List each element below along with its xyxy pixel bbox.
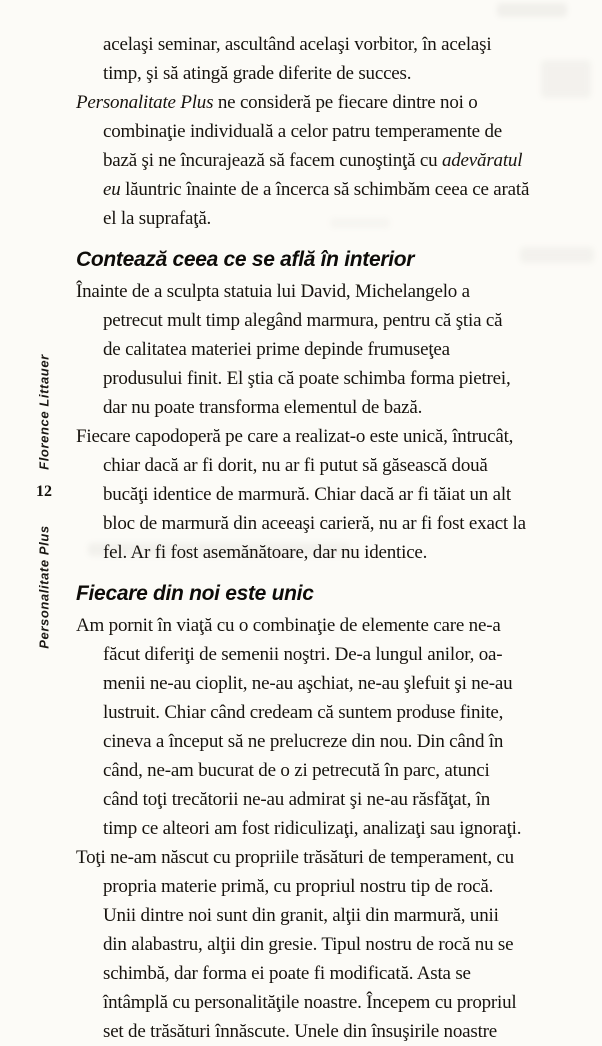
text-line: [76, 785, 596, 814]
margin-book-title-label: Personalitate Plus: [36, 525, 52, 649]
paragraph: [76, 88, 596, 233]
paragraph: [76, 277, 596, 422]
text-line: [76, 727, 596, 756]
section-heading: Contează ceea ce se află în interior: [76, 248, 415, 271]
bleed-through-artifact: [497, 3, 567, 17]
text-line: [76, 756, 596, 785]
text-line: [76, 306, 596, 335]
text-line: [76, 480, 596, 509]
text-line: [76, 393, 596, 422]
paragraph: [76, 611, 596, 843]
text-segment: petrecut mult timp alegând marmura, pentru că ştia că: [103, 310, 503, 331]
text-line: [76, 88, 596, 117]
text-line: [76, 59, 596, 88]
text-line: [76, 117, 596, 146]
text-line: [76, 451, 596, 480]
text-segment: dar nu poate transforma elementul de bază.: [103, 397, 423, 418]
text-segment: Înainte de a sculpta statuia lui David, Michelangelo a: [76, 281, 470, 302]
italic-text-segment: eu: [103, 179, 121, 200]
text-line: [76, 146, 596, 175]
text-segment: lustruit. Chiar când credeam că suntem produse finite,: [103, 702, 504, 723]
text-segment: de calitatea materiei prime depinde frumuseţea: [103, 339, 450, 360]
text-segment: schimbă, dar forma ei poate fi modificată. Asta se: [103, 963, 471, 984]
text-segment: menii ne-au cioplit, ne-au aşchiat, ne-au şlefuit şi ne-au: [103, 673, 513, 694]
text-line: [76, 277, 596, 306]
text-segment: timp ce alteori am fost ridiculizaţi, analizaţi sau ignoraţi.: [103, 818, 522, 839]
text-segment: când, ne-am bucurat de o zi petrecută în parc, atunci: [103, 760, 490, 781]
text-line: [76, 959, 596, 988]
text-line: [76, 30, 596, 59]
text-line: [76, 509, 596, 538]
text-segment: timp, şi să atingă grade diferite de succes.: [103, 63, 412, 84]
text-segment: el la suprafaţă.: [103, 208, 212, 229]
section-heading: Fiecare din noi este unic: [76, 582, 314, 605]
text-segment: întâmplă cu personalităţile noastre. Începem cu propriul: [103, 992, 517, 1013]
text-segment: din alabastru, alţii din gresie. Tipul nostru de rocă nu se: [103, 934, 514, 955]
text-line: [76, 872, 596, 901]
italic-text-segment: adevăratul: [441, 150, 523, 171]
text-line: [76, 1017, 596, 1046]
text-line: [76, 422, 596, 451]
text-line: [76, 611, 596, 640]
margin-author-label: Florence Littauer: [36, 354, 52, 470]
text-segment: bucăţi identice de marmură. Chiar dacă ar fi tăiat un alt: [103, 484, 511, 505]
text-segment: acelaşi seminar, ascultând acelaşi vorbitor, în acelaşi: [103, 34, 492, 55]
page-content: [76, 30, 596, 1046]
text-segment: Fiecare capodoperă pe care a realizat-o este unică, întrucât,: [76, 426, 514, 447]
text-line: [76, 901, 596, 930]
text-line: [76, 698, 596, 727]
text-line: [76, 669, 596, 698]
text-segment: combinaţie individuală a celor patru temperamente de: [103, 121, 502, 142]
text-line: [76, 538, 596, 567]
text-segment: Am pornit în viaţă cu o combinaţie de elemente care ne-a: [76, 615, 501, 636]
page-number: 12: [36, 483, 52, 500]
text-segment: chiar dacă ar fi dorit, nu ar fi putut să găsească două: [103, 455, 488, 476]
text-line: [76, 175, 596, 204]
text-line: [76, 364, 596, 393]
text-segment: fel. Ar fi fost asemănătoare, dar nu identice.: [103, 542, 428, 563]
text-segment: bloc de marmură din aceeaşi carieră, nu ar fi fost exact la: [103, 513, 526, 534]
text-segment: propria materie primă, cu propriul nostru tip de rocă.: [103, 876, 494, 897]
text-segment: ne consideră pe fiecare dintre noi o: [213, 92, 478, 113]
paragraph: [76, 30, 596, 88]
text-segment: set de trăsături înnăscute. Unele din însuşirile noastre: [103, 1021, 498, 1042]
paragraph: [76, 422, 596, 567]
text-segment: Toţi ne-am născut cu propriile trăsături de temperament, cu: [76, 847, 514, 868]
text-segment: când toţi trecătorii ne-au admirat şi ne-au răsfăţat, în: [103, 789, 491, 810]
text-segment: cineva a început să ne prelucreze din nou. Din când în: [103, 731, 504, 752]
text-segment: bază şi ne încurajează să facem cunoştinţă cu: [103, 150, 442, 171]
text-segment: Unii dintre noi sunt din granit, alţii din marmură, unii: [103, 905, 499, 926]
paragraph: [76, 843, 596, 1046]
text-segment: produsului finit. El ştia că poate schimba forma pietrei,: [103, 368, 511, 389]
text-line: [76, 814, 596, 843]
text-segment: lăuntric înainte de a încerca să schimbăm ceea ce arată: [120, 179, 530, 200]
text-line: [76, 930, 596, 959]
text-line: [76, 843, 596, 872]
italic-text-segment: Personalitate Plus: [76, 92, 214, 113]
text-line: [76, 640, 596, 669]
text-line: [76, 988, 596, 1017]
text-segment: făcut diferiţi de semenii noştri. De-a lungul anilor, oa-: [103, 644, 503, 665]
text-line: [76, 204, 596, 233]
text-line: [76, 335, 596, 364]
